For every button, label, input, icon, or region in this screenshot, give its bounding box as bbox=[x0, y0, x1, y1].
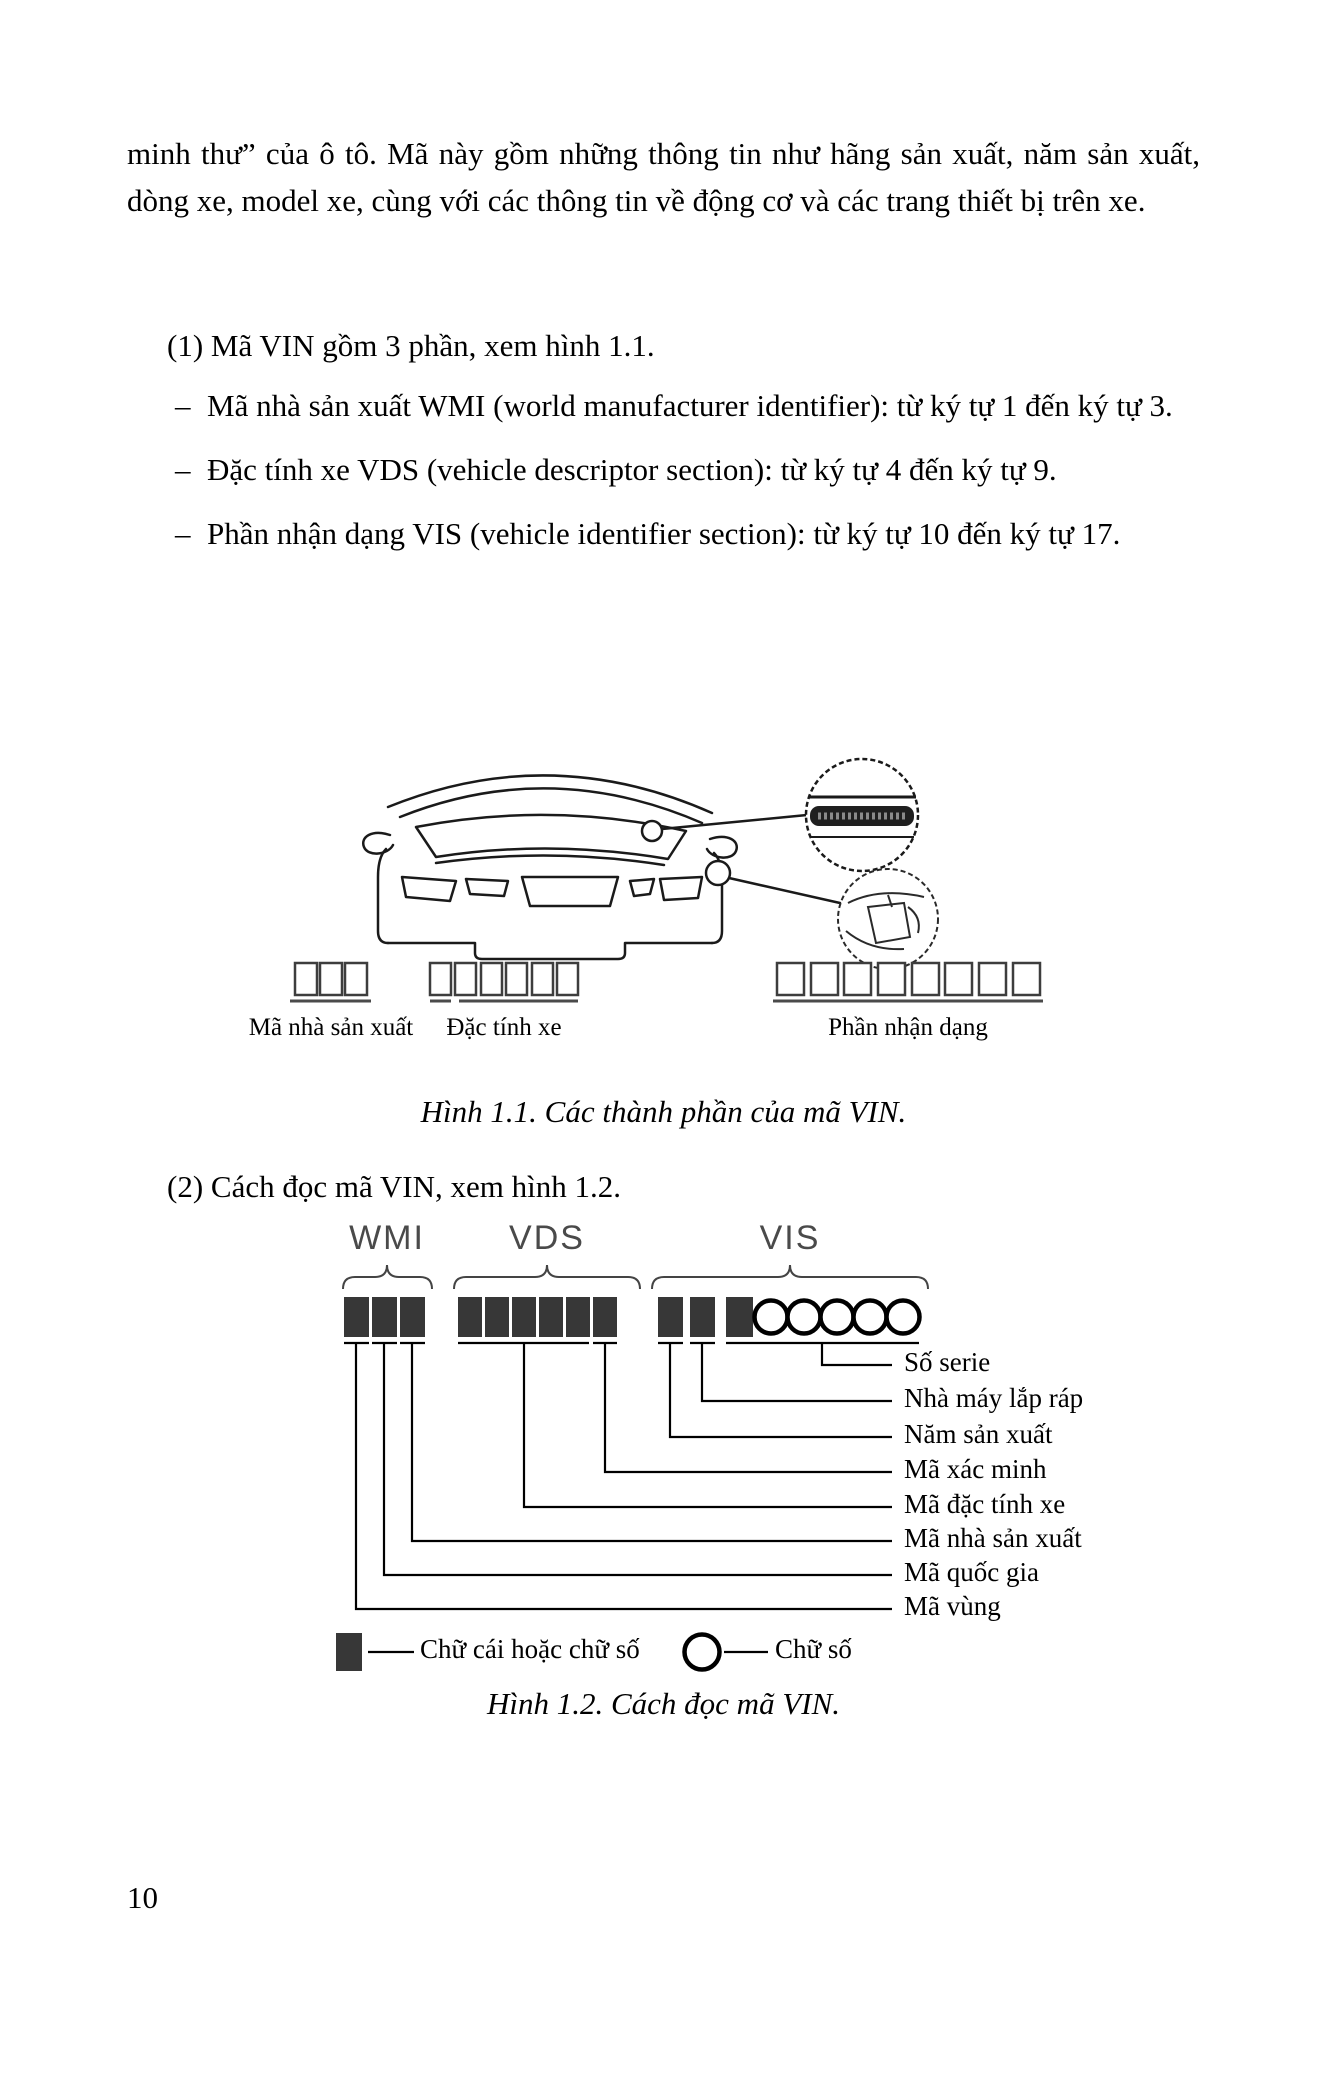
body-paragraph: minh thư” của ô tô. Mã này gồm những thông tin như hãng sản xuất, năm sản xuất, dòng xe, model xe, cùng với các thông tin về động cơ và các trang thiết bị trên xe. bbox=[127, 136, 1200, 218]
vin-char-box bbox=[455, 963, 476, 995]
car-mirror-right bbox=[707, 837, 737, 858]
bullet-marker: – bbox=[175, 452, 191, 487]
leader-wmi3 bbox=[412, 1343, 892, 1541]
vin-box-group-descriptor bbox=[430, 963, 578, 1001]
callout-label-year: Năm sản xuất bbox=[904, 1419, 1053, 1450]
car-light-right-small bbox=[630, 879, 654, 896]
vin-char-box bbox=[811, 963, 838, 995]
vin-char-box bbox=[1013, 963, 1040, 995]
car-grille bbox=[522, 877, 618, 906]
legend-square-icon bbox=[336, 1633, 362, 1671]
callout-label-region: Mã vùng bbox=[904, 1591, 1001, 1622]
numbered-item-1 bbox=[127, 322, 1200, 369]
section-header-vds: VDS bbox=[509, 1219, 585, 1257]
interior-callout bbox=[838, 869, 938, 969]
vin-symbol-square bbox=[593, 1297, 617, 1337]
vin-char-box bbox=[295, 963, 317, 995]
numbered-item-2 bbox=[127, 1163, 1200, 1210]
callout-anchor-dot-windshield bbox=[642, 821, 662, 841]
vin-char-box bbox=[557, 963, 578, 995]
legend-circle-icon bbox=[685, 1635, 720, 1670]
bullet-marker: – bbox=[175, 388, 191, 423]
vin-char-box bbox=[345, 963, 367, 995]
vin-char-box bbox=[844, 963, 871, 995]
vin-char-box bbox=[506, 963, 527, 995]
car-headlight-right bbox=[660, 877, 702, 900]
callout-connector-line-plate bbox=[662, 815, 807, 829]
bullet-text: Mã nhà sản xuất WMI (world manufacturer identifier): từ ký tự 1 đến ký tự 3. bbox=[207, 388, 1173, 423]
vin-symbol-square bbox=[690, 1297, 715, 1337]
vin-symbol-square bbox=[658, 1297, 683, 1337]
vin-char-box bbox=[481, 963, 502, 995]
vin-symbol-circle bbox=[755, 1301, 788, 1334]
leader-lines bbox=[344, 1343, 919, 1609]
vin-symbol-square bbox=[485, 1297, 509, 1337]
page-number: 10 bbox=[127, 1880, 158, 1915]
interior-console-line bbox=[908, 907, 919, 933]
leader-serial bbox=[822, 1343, 892, 1365]
legend-label-letter-or-digit: Chữ cái hoặc chữ số bbox=[420, 1634, 640, 1665]
vin-box-group-identifier bbox=[773, 963, 1043, 1001]
leader-vds bbox=[524, 1343, 892, 1507]
vin-plate-callout bbox=[806, 759, 918, 871]
vin-symbol-square bbox=[400, 1297, 425, 1337]
brace-vis bbox=[652, 1265, 928, 1289]
figure-1-1-vin-components bbox=[240, 735, 1100, 1045]
car-illustration bbox=[363, 775, 840, 959]
bullet-list bbox=[175, 382, 1200, 574]
vin-symbol-square bbox=[458, 1297, 482, 1337]
car-side-left bbox=[378, 849, 388, 943]
bullet-marker: – bbox=[175, 516, 191, 551]
figure-legend bbox=[336, 1633, 852, 1671]
vis-symbols bbox=[658, 1297, 920, 1337]
callout-label-manufacturer: Mã nhà sản xuất bbox=[904, 1523, 1082, 1554]
vin-symbol-square bbox=[726, 1297, 753, 1337]
vin-char-box bbox=[430, 963, 451, 995]
vin-char-box bbox=[945, 963, 972, 995]
vin-symbol-circle bbox=[788, 1301, 821, 1334]
vin-symbol-square bbox=[372, 1297, 397, 1337]
group-label-descriptor: Đặc tính xe bbox=[446, 1014, 562, 1041]
leader-year bbox=[670, 1343, 892, 1437]
list-item bbox=[175, 510, 1200, 558]
car-light-left-small bbox=[466, 879, 508, 896]
car-bumper bbox=[388, 943, 712, 959]
numbered-item-text: (1) Mã VIN gồm 3 phần, xem hình 1.1. bbox=[167, 328, 655, 363]
car-mirror-left bbox=[363, 833, 393, 854]
brace-vds bbox=[454, 1265, 640, 1289]
group-label-manufacturer: Mã nhà sản xuất bbox=[248, 1014, 414, 1041]
vin-symbol-circle bbox=[854, 1301, 887, 1334]
callout-label-country: Mã quốc gia bbox=[904, 1557, 1039, 1588]
numbered-item-text: (2) Cách đọc mã VIN, xem hình 1.2. bbox=[167, 1169, 621, 1204]
callout-label-vds: Mã đặc tính xe bbox=[904, 1489, 1066, 1520]
vin-char-box bbox=[878, 963, 905, 995]
callout-label-plant: Nhà máy lắp ráp bbox=[904, 1383, 1084, 1414]
callout-label-check: Mã xác minh bbox=[904, 1454, 1047, 1485]
leader-plant bbox=[702, 1343, 892, 1401]
car-hood-line bbox=[436, 855, 664, 865]
figure-1-2-vin-reading bbox=[240, 1205, 1140, 1680]
bullet-text: Đặc tính xe VDS (vehicle descriptor section): từ ký tự 4 đến ký tự 9. bbox=[207, 452, 1057, 487]
vin-char-box bbox=[912, 963, 939, 995]
vin-char-box bbox=[532, 963, 553, 995]
callout-anchor-dot-body bbox=[706, 861, 730, 885]
callout-label-serial: Số serie bbox=[904, 1347, 991, 1378]
vin-symbol-square bbox=[512, 1297, 536, 1337]
list-item bbox=[175, 382, 1200, 430]
vds-squares bbox=[458, 1297, 617, 1337]
vin-box-group-manufacturer bbox=[290, 963, 371, 1001]
paragraph-block-1 bbox=[127, 130, 1200, 224]
vin-symbol-square bbox=[539, 1297, 563, 1337]
vin-char-box bbox=[979, 963, 1006, 995]
callout-connector-line-interior bbox=[729, 878, 840, 903]
vin-symbol-square bbox=[566, 1297, 590, 1337]
callout-labels bbox=[904, 1347, 1083, 1621]
car-headlight-left bbox=[402, 877, 456, 901]
vin-symbol-circle bbox=[887, 1301, 920, 1334]
section-header-wmi: WMI bbox=[349, 1219, 425, 1257]
figure-1-2-caption: Hình 1.2. Cách đọc mã VIN. bbox=[486, 1686, 841, 1721]
vin-char-box bbox=[777, 963, 804, 995]
group-label-identifier: Phần nhận dạng bbox=[828, 1014, 988, 1041]
vin-char-box bbox=[320, 963, 342, 995]
vin-symbol-circle bbox=[821, 1301, 854, 1334]
bullet-text: Phần nhận dạng VIS (vehicle identifier section): từ ký tự 10 đến ký tự 17. bbox=[207, 516, 1121, 551]
vin-symbol-square bbox=[344, 1297, 369, 1337]
leader-wmi1 bbox=[356, 1343, 892, 1609]
section-header-vis: VIS bbox=[759, 1219, 821, 1257]
interior-dash-line bbox=[848, 893, 924, 903]
interior-seat-shape bbox=[868, 903, 910, 943]
legend-label-digit: Chữ số bbox=[775, 1634, 852, 1665]
wmi-squares bbox=[344, 1297, 425, 1337]
magnifier-circle-icon bbox=[838, 869, 938, 969]
leader-check bbox=[605, 1343, 892, 1472]
brace-wmi bbox=[343, 1265, 432, 1289]
section-braces bbox=[343, 1265, 928, 1289]
figure-1-1-caption: Hình 1.1. Các thành phần của mã VIN. bbox=[420, 1094, 907, 1129]
list-item bbox=[175, 446, 1200, 494]
